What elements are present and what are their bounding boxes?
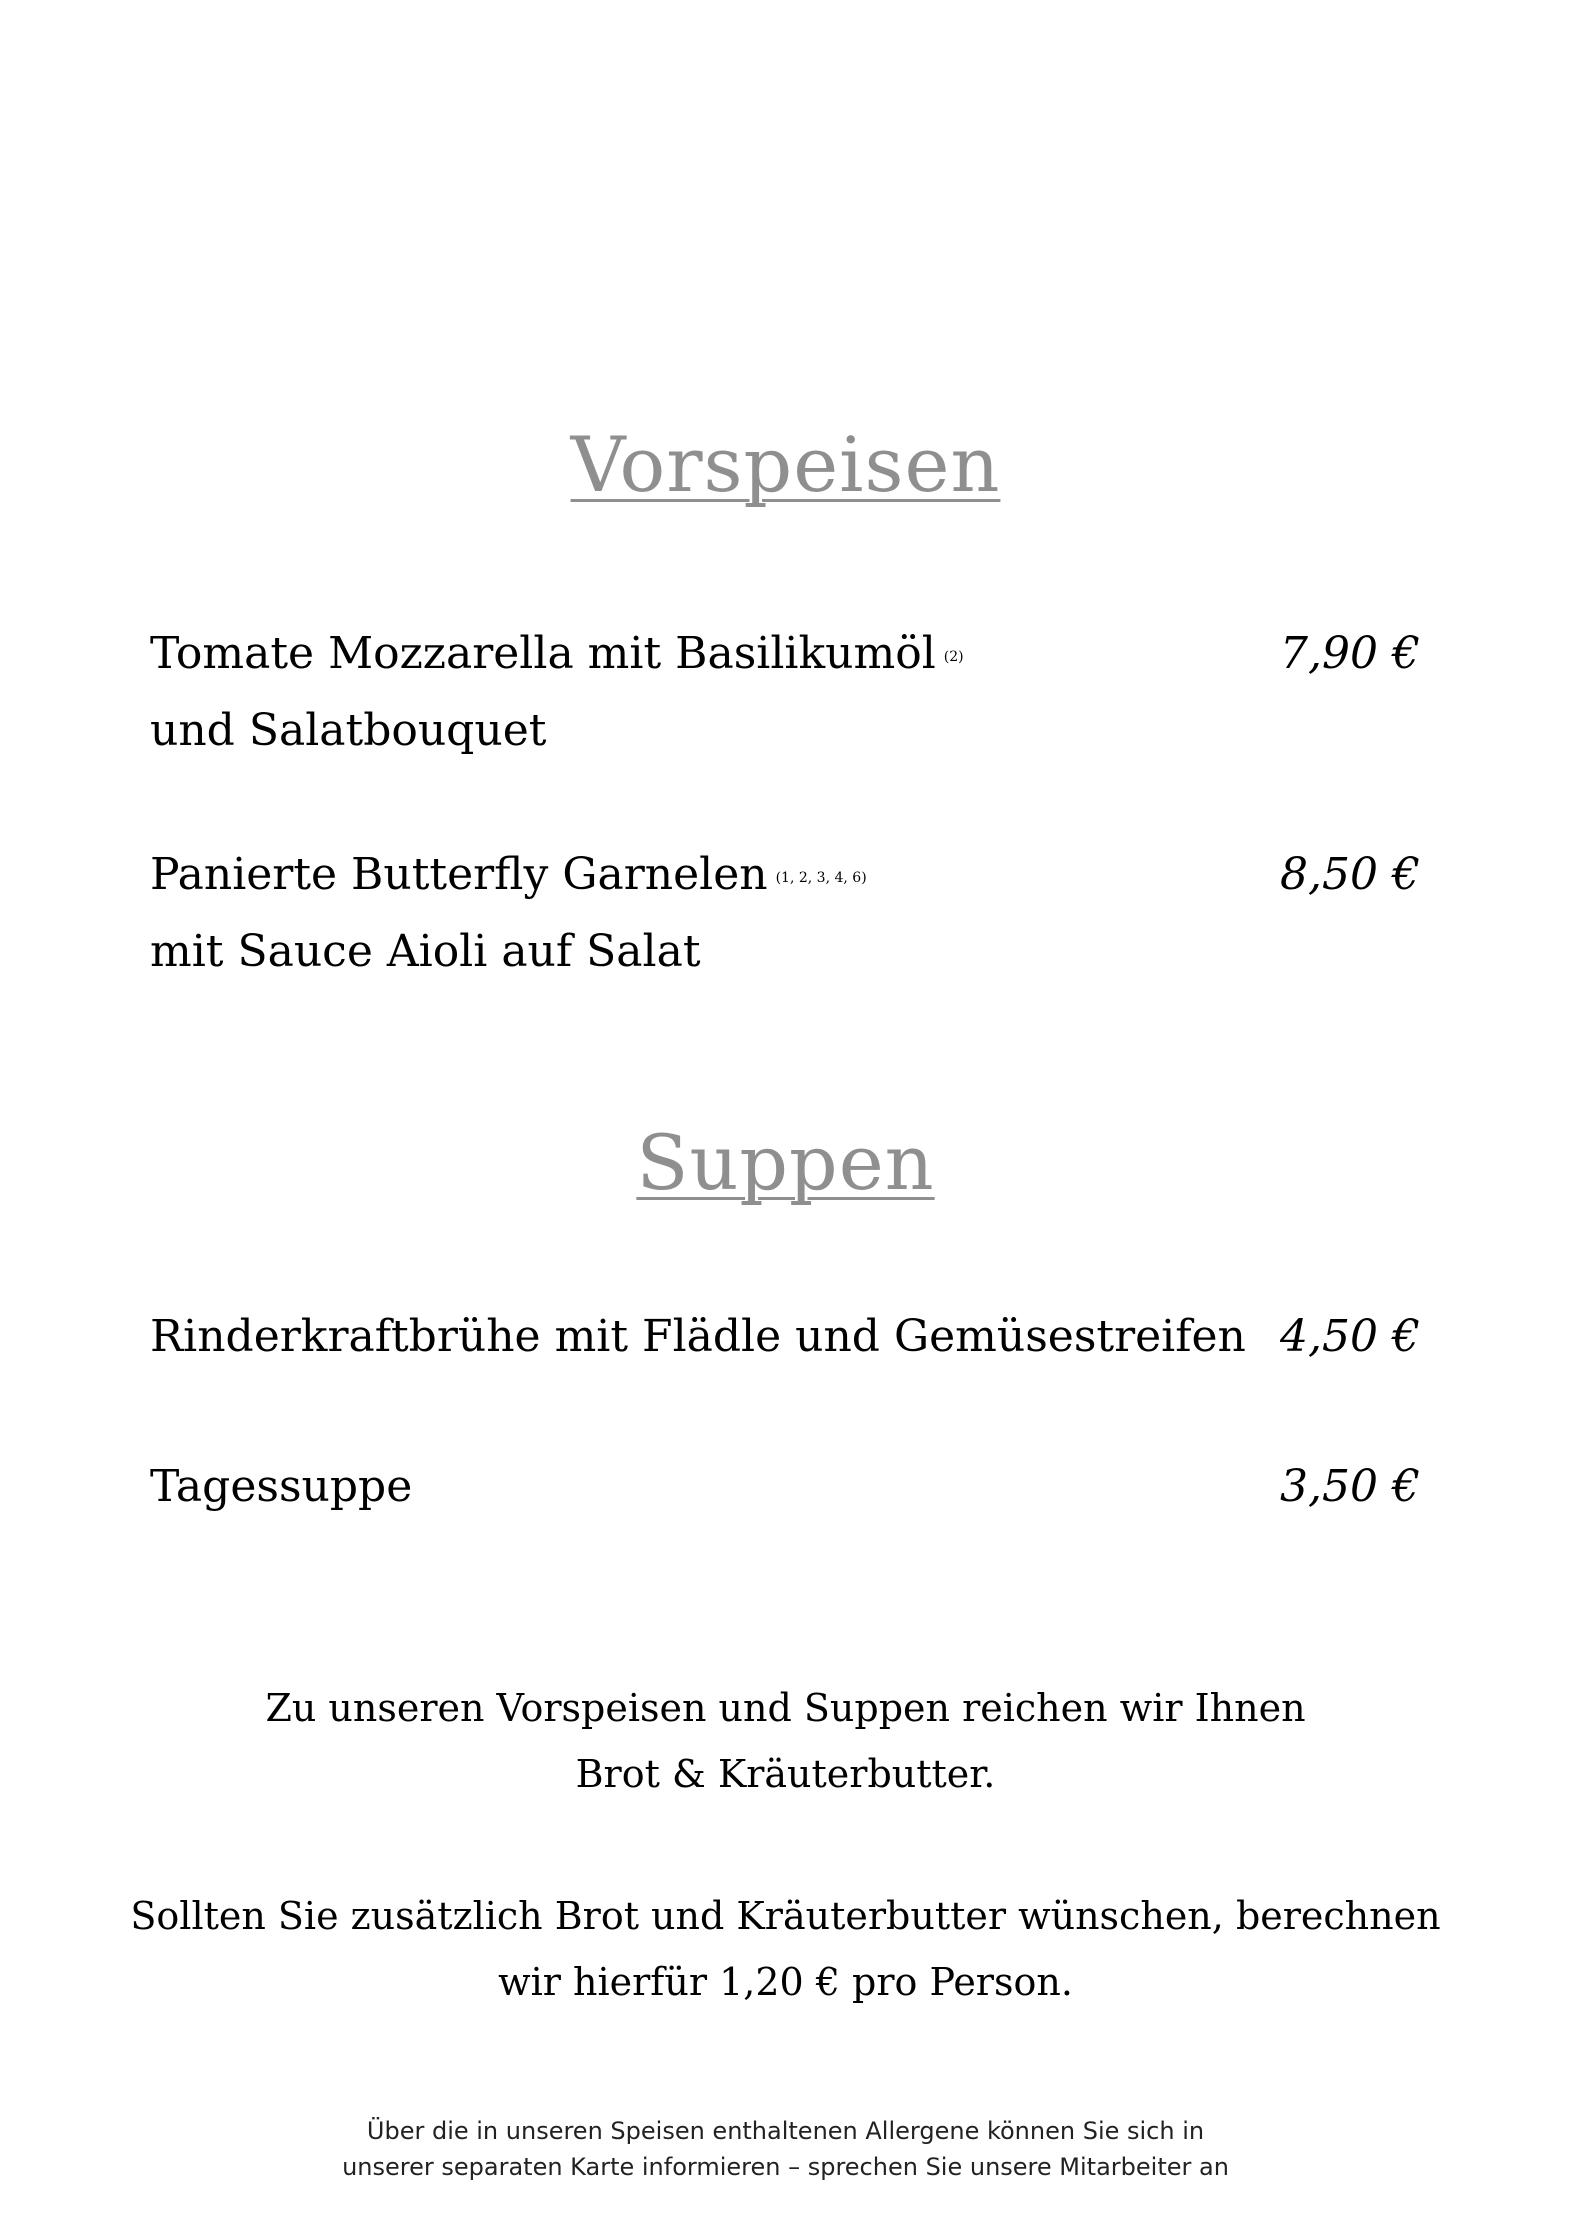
section-title-vorspeisen xyxy=(0,420,1571,509)
menu-item-description: mit Sauce Aioli auf Salat xyxy=(150,925,701,977)
allergen-codes: (1, 2, 3, 4, 6) xyxy=(775,869,867,886)
menu-item-price: 7,90 € xyxy=(1280,628,1420,679)
menu-item-tagessuppe xyxy=(150,1450,1420,1524)
menu-item-price: 4,50 € xyxy=(1280,1311,1420,1362)
section-title-vorspeisen-text: Vorspeisen xyxy=(570,420,1001,509)
menu-item-name: Tagessuppe xyxy=(150,1461,413,1512)
menu-item-name: Tomate Mozzarella mit Basilikumöl xyxy=(150,628,936,679)
bread-note-line-1: Zu unseren Vorspeisen und Suppen reichen wir Ihnen xyxy=(265,1686,1306,1730)
allergen-footer xyxy=(0,2113,1571,2185)
menu-item-rinderkraftbruehe xyxy=(150,1300,1420,1374)
bread-note xyxy=(0,1675,1571,1807)
allergen-codes: (2) xyxy=(943,648,964,665)
extra-bread-note xyxy=(0,1883,1571,2015)
bread-note-line-2: Brot & Kräuterbutter. xyxy=(575,1752,996,1796)
menu-item-name-line xyxy=(150,617,1420,694)
menu-item-tomate-mozzarella xyxy=(150,617,1420,768)
menu-item-price: 3,50 € xyxy=(1280,1461,1420,1512)
section-title-suppen-text: Suppen xyxy=(636,1118,935,1207)
menu-item-name-line xyxy=(150,838,1420,915)
menu-item-name: Rinderkraftbrühe mit Flädle und Gemüsestreifen xyxy=(150,1311,1246,1362)
allergen-footer-line-2: unserer separaten Karte informieren – sprechen Sie unsere Mitarbeiter an xyxy=(342,2153,1229,2181)
menu-item-price: 8,50 € xyxy=(1280,849,1420,900)
menu-item-description: und Salatbouquet xyxy=(150,704,547,756)
allergen-footer-line-1: Über die in unseren Speisen enthaltenen Allergene können Sie sich in xyxy=(366,2117,1205,2145)
extra-bread-note-line-2: wir hierfür 1,20 € pro Person. xyxy=(498,1960,1073,2004)
extra-bread-note-line-1: Sollten Sie zusätzlich Brot und Kräuterbutter wünschen, berechnen xyxy=(130,1894,1441,1938)
section-title-suppen xyxy=(0,1118,1571,1207)
menu-item-butterfly-garnelen xyxy=(150,838,1420,989)
menu-item-name: Panierte Butterfly Garnelen xyxy=(150,849,768,900)
